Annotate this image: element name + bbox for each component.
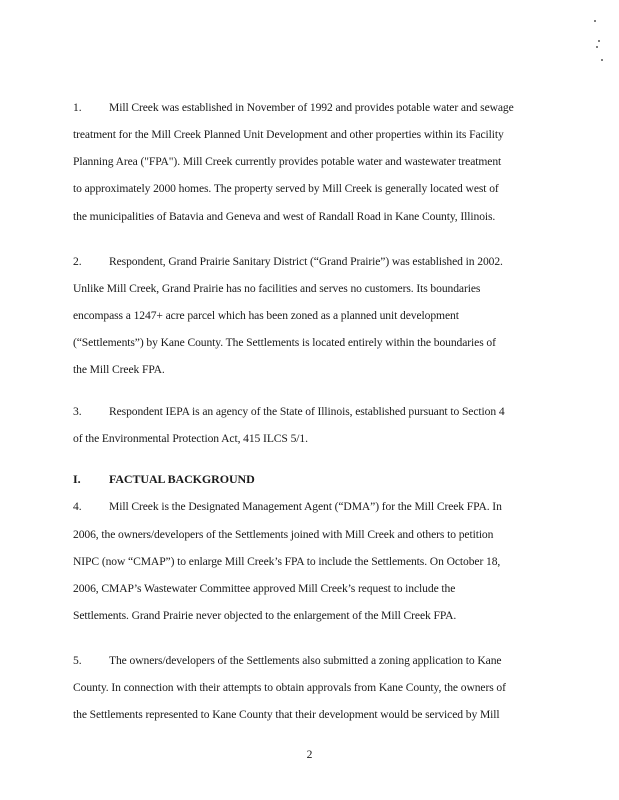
paragraph-line: of the Environmental Protection Act, 415 ILCS 5/1. [73, 432, 308, 445]
paragraph-line: the Settlements represented to Kane County that their development would be serviced by Mill [73, 708, 500, 721]
paragraph-line: Settlements. Grand Prairie never objected to the enlargement of the Mill Creek FPA. [73, 609, 457, 622]
heading-title: FACTUAL BACKGROUND [109, 472, 255, 486]
paragraph-number: 2. [73, 255, 82, 268]
paragraph-line: the municipalities of Batavia and Geneva and west of Randall Road in Kane County, Illinois. [73, 210, 496, 223]
paragraph-line: Respondent, Grand Prairie Sanitary District (“Grand Prairie”) was established in 2002. [109, 255, 503, 268]
paragraph-line: NIPC (now “CMAP”) to enlarge Mill Creek’s FPA to include the Settlements. On October 18, [73, 555, 501, 568]
paragraph-line: Planning Area ("FPA"). Mill Creek currently provides potable water and wastewater treatment [73, 155, 502, 168]
paragraph-line: the Mill Creek FPA. [73, 363, 165, 376]
scan-mark [596, 46, 598, 48]
paragraph-number: 5. [73, 654, 82, 667]
paragraph-line: (“Settlements”) by Kane County. The Settlements is located entirely within the boundaries of [73, 336, 496, 349]
paragraph-line: Mill Creek is the Designated Management Agent (“DMA”) for the Mill Creek FPA. In [109, 500, 502, 513]
paragraph-number: 4. [73, 500, 82, 513]
scan-mark [598, 40, 600, 42]
paragraph-line: Respondent IEPA is an agency of the State of Illinois, established pursuant to Section 4 [109, 405, 505, 418]
paragraph-line: 2006, CMAP’s Wastewater Committee approved Mill Creek’s request to include the [73, 582, 456, 595]
paragraph-line: 2006, the owners/developers of the Settlements joined with Mill Creek and others to petition [73, 528, 494, 541]
paragraph-line: Unlike Mill Creek, Grand Prairie has no facilities and serves no customers. Its boundaries [73, 282, 481, 295]
paragraph-line: treatment for the Mill Creek Planned Unit Development and other properties within its Facility [73, 128, 504, 141]
paragraph-line: The owners/developers of the Settlements also submitted a zoning application to Kane [109, 654, 502, 667]
paragraph-number: 1. [73, 101, 82, 114]
scan-mark [601, 59, 603, 61]
paragraph-number: 3. [73, 405, 82, 418]
paragraph-line: Mill Creek was established in November of 1992 and provides potable water and sewage [109, 101, 514, 114]
paragraph-line: encompass a 1247+ acre parcel which has been zoned as a planned unit development [73, 309, 459, 322]
paragraph-line: County. In connection with their attempts to obtain approvals from Kane County, the owners of [73, 681, 506, 694]
scan-mark [594, 20, 596, 22]
paragraph-line: to approximately 2000 homes. The property served by Mill Creek is generally located west of [73, 182, 499, 195]
page-number: 2 [306, 748, 313, 761]
heading-number: I. [73, 472, 81, 486]
